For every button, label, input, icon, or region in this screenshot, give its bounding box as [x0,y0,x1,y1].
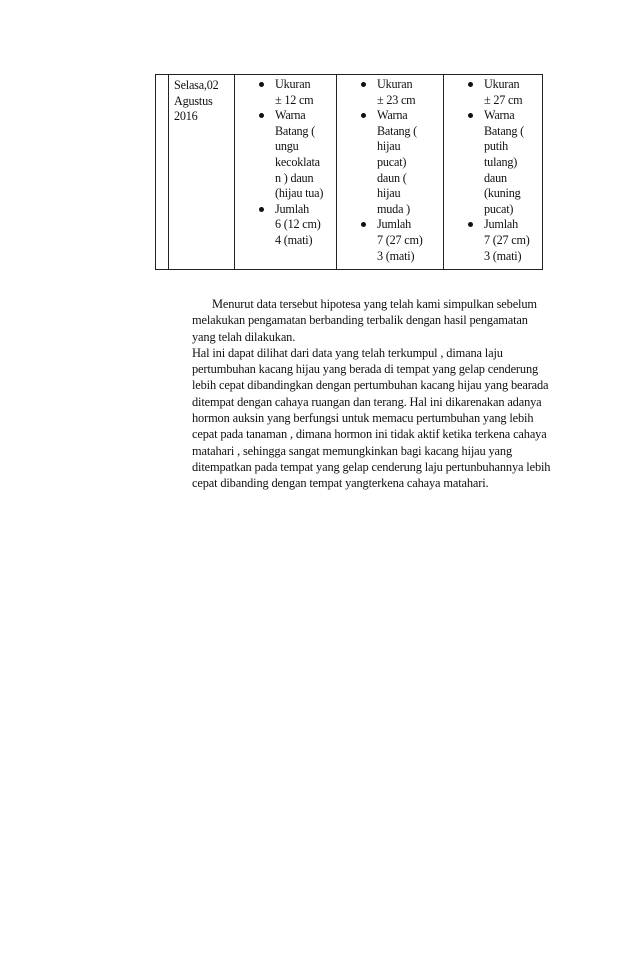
bullet-continuation [337,233,443,249]
table-date-cell [168,75,234,269]
paragraph-line: yang telah dilakukan. [192,329,296,344]
bullet-continuation [235,217,336,233]
bullet-item [337,77,443,93]
bullet-dot-icon [259,113,264,118]
bullet-dot-icon [361,222,366,227]
paragraph-line: lebih cepat dibandingkan dengan pertumbuhan kacang hijau yang bearada [192,378,549,393]
paragraph-line: ditempatkan pada tempat yang gelap cenderung laju pertunbuhannya lebih [192,459,551,474]
bullet-text: (kuning [484,186,521,201]
bullet-text: Jumlah [275,201,310,216]
paragraph-line: Menurut data tersebut hipotesa yang telah kami simpulkan sebelum [212,297,537,311]
bullet-text: Warna [377,108,408,123]
bullet-continuation [337,186,443,202]
date-line: 2016 [174,109,198,123]
paragraph-line: hormon auksin yang berfungsi untuk memacu pertumbuhan yang lebih [192,411,534,426]
bullet-continuation [235,171,336,187]
paragraph-line: cepat dibanding dengan tempat yangterkena cahaya matahari. [192,476,489,491]
bullet-text: (hijau tua) [275,186,324,201]
bullet-continuation [235,155,336,171]
paragraph-line: matahari , sehingga sangat memungkinkan bagi kacang hijau yang [192,443,512,458]
bullet-text: 7 (27 cm) [484,232,530,247]
bullet-continuation [337,202,443,218]
bullet-continuation [337,124,443,140]
bullet-text: 4 (mati) [275,232,313,247]
group-2-list [337,77,443,264]
date-line: Agustus [174,93,213,108]
bullet-continuation [337,155,443,171]
bullet-text: Warna [275,108,306,123]
bullet-text: daun ( [377,170,407,185]
bullet-item [235,202,336,218]
bullet-continuation [337,139,443,155]
bullet-text: hijau [377,186,401,201]
bullet-continuation [444,186,544,202]
bullet-text: pucat) [377,154,407,169]
bullet-text: Jumlah [377,217,412,232]
bullet-continuation [337,171,443,187]
group-1-list [235,77,336,249]
paragraph-line: ditempat dengan cahaya ruangan dan terang. Hal ini dikarenakan adanya [192,394,542,409]
bullet-continuation [337,249,443,265]
table-group-cell-2 [336,75,443,269]
bullet-continuation [235,93,336,109]
date-text [169,75,234,125]
paragraph-line: melakukan pengamatan berbanding terbalik dengan hasil pengamatan [192,313,528,328]
bullet-text: putih [484,139,509,154]
bullet-text: Ukuran [377,77,413,91]
bullet-text: Batang ( [377,123,418,138]
group-3-list [444,77,544,264]
table-blank-column [156,75,168,269]
bullet-continuation [444,171,544,187]
bullet-text: Warna [484,108,515,123]
bullet-text: ± 12 cm [275,92,314,107]
bullet-continuation [444,124,544,140]
bullet-continuation [444,93,544,109]
bullet-continuation [235,139,336,155]
bullet-continuation [444,155,544,171]
bullet-text: 3 (mati) [484,248,522,263]
paragraph-line: cepat pada tanaman , dimana hormon ini tidak aktif ketika terkena cahaya [192,427,547,442]
bullet-item [235,77,336,93]
table-group-cell-3 [443,75,544,269]
date-line: Selasa,02 [174,78,219,92]
bullet-dot-icon [259,207,264,212]
bullet-dot-icon [361,82,366,87]
bullet-text: tulang) [484,154,518,169]
bullet-text: hijau [377,139,401,154]
observation-table [155,74,543,270]
bullet-text: ± 23 cm [377,92,416,107]
bullet-text: Ukuran [484,77,520,91]
bullet-dot-icon [361,113,366,118]
bullet-text: n ) daun [275,170,314,185]
bullet-item [444,217,544,233]
paragraph-line: Hal ini dapat dilihat dari data yang telah terkumpul , dimana laju [192,345,503,360]
bullet-text: Jumlah [484,217,519,232]
bullet-continuation [235,124,336,140]
bullet-text: 7 (27 cm) [377,232,423,247]
bullet-text: Batang ( [275,123,316,138]
bullet-continuation [444,249,544,265]
bullet-continuation [337,93,443,109]
bullet-dot-icon [468,82,473,87]
bullet-continuation [444,233,544,249]
bullet-text: Batang ( [484,123,525,138]
bullet-continuation [235,186,336,202]
bullet-continuation [235,233,336,249]
bullet-continuation [444,139,544,155]
bullet-item [235,108,336,124]
bullet-item [337,217,443,233]
bullet-text: ± 27 cm [484,92,523,107]
bullet-dot-icon [468,222,473,227]
bullet-item [444,77,544,93]
bullet-dot-icon [468,113,473,118]
paragraph-line: pertumbuhan kacang hijau yang berada di tempat yang gelap cenderung [192,362,539,377]
bullet-item [337,108,443,124]
bullet-item [444,108,544,124]
bullet-text: muda ) [377,201,410,216]
bullet-text: ungu [275,139,299,154]
bullet-text: Ukuran [275,77,311,91]
bullet-dot-icon [259,82,264,87]
table-group-cell-1 [234,75,336,269]
discussion-paragraph [192,296,564,492]
bullet-text: kecoklata [275,154,320,169]
bullet-continuation [444,202,544,218]
bullet-text: 6 (12 cm) [275,217,321,232]
bullet-text: daun [484,170,507,185]
bullet-text: pucat) [484,201,514,216]
bullet-text: 3 (mati) [377,248,415,263]
